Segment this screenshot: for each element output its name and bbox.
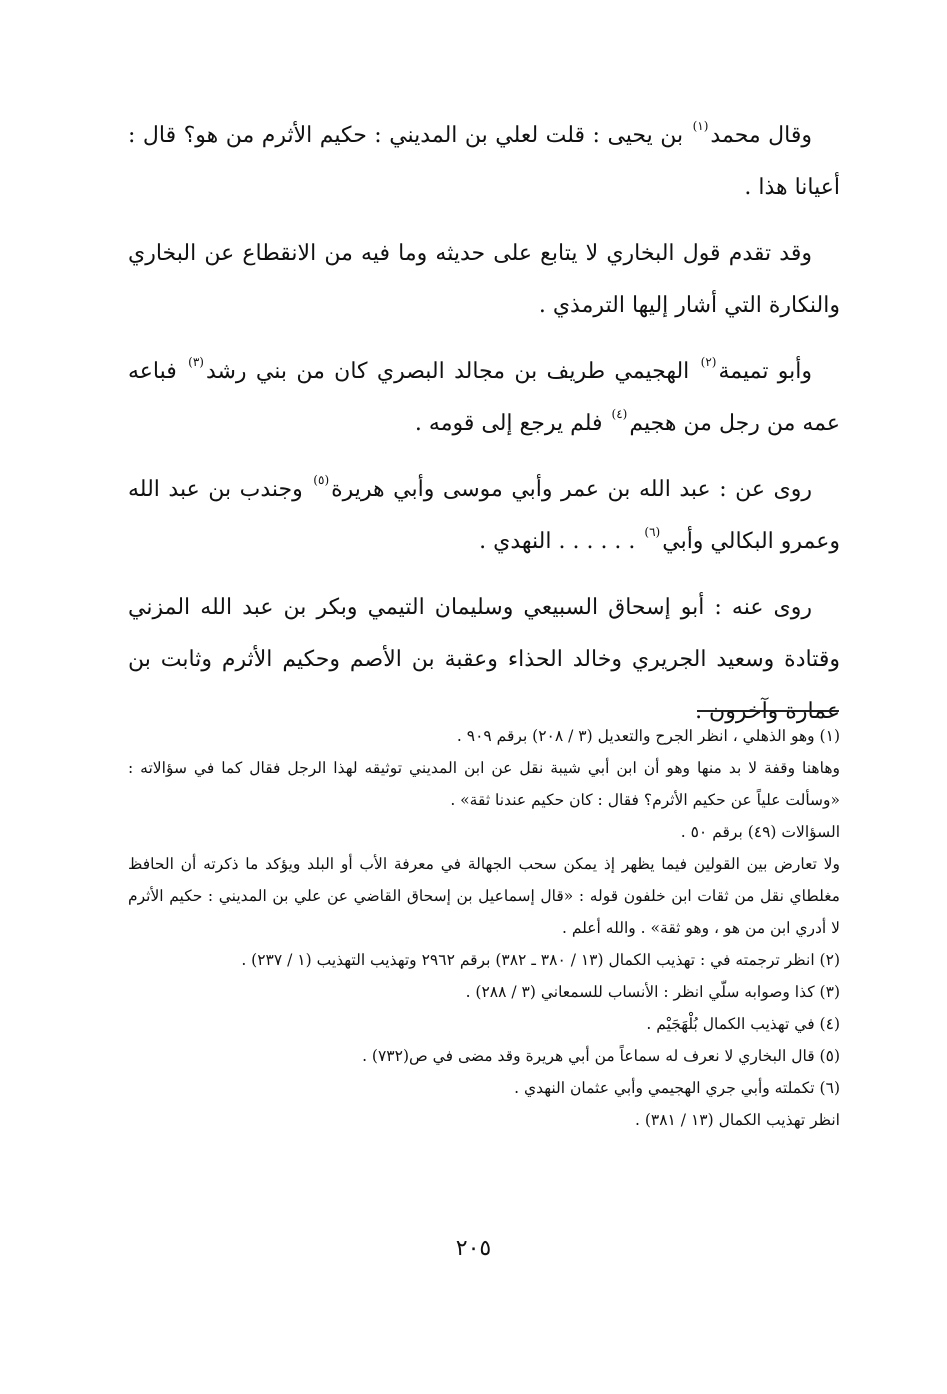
paragraph-3-text-b: الهجيمي طريف بن مجالد البصري كان من بني رشد [205, 359, 699, 384]
page-number: ٢٠٥ [455, 1236, 492, 1261]
footnote-ref-4: (٤) [611, 407, 628, 421]
footnote-ref-1: (١) [692, 119, 709, 133]
paragraph-1-text-b: بن يحيى : قلت لعلي بن المديني : حكيم الأثرم من هو؟ قال : أعيانا هذا . [128, 123, 840, 200]
footnote-1: (١) وهو الذهلي ، انظر الجرح والتعديل (٣ / ٢٠٨) برقم ٩٠٩ . [456, 727, 840, 745]
paragraph-4-text-c: . . . . . . النهدي . [479, 529, 643, 554]
paragraph-4 [128, 464, 840, 568]
paragraph-2: وقد تقدم قول البخاري لا يتابع على حديثه وما فيه من الانقطاع عن البخاري والنكارة التي أشار إليها الترمذي . [128, 241, 840, 318]
footnote-ref-6: (٦) [644, 525, 661, 539]
paragraph-4-text-b: وجندب بن عبد الله وعمرو البكالي وأبي [128, 477, 840, 554]
footnote-4: (٤) في تهذيب الكمال بُلْهَجَيْم . [646, 1015, 840, 1033]
paragraph-3-text-a: وأبو تميمة [718, 359, 813, 384]
footnote-ref-2: (٢) [700, 355, 717, 369]
footnote-6-reference: انظر تهذيب الكمال (١٣ / ٣٨١) . [634, 1111, 840, 1129]
footnote-1-discussion: ولا تعارض بين القولين فيما يظهر إذ يمكن سحب الجهالة في معرفة الأب أو البلد ويؤكد ما ذكرته أن الحافظ مغلطاي نقل من ثقات ابن خلفون قوله : «قال إسماعيل بن إسحاق القاضي عن علي بن المديني : حكيم الأثرم لا أدري ابن من هو ، وهو ثقة» . والله أعلم . [128, 855, 840, 937]
paragraph-4-text-a: روى عن : عبد الله بن عمر وأبي موسى وأبي هريرة [331, 477, 813, 502]
footnote-separator [697, 710, 839, 712]
footnote-ref-5: (٥) [313, 473, 330, 487]
paragraph-1-text-a: وقال محمد [710, 123, 812, 148]
footnote-5: (٥) قال البخاري لا نعرف له سماعاً من أبي هريرة وقد مضى في ص(٧٣٢) . [362, 1047, 840, 1065]
footnote-2: (٢) انظر ترجمته في : تهذيب الكمال (١٣ / ٣٨٠ ـ ٣٨٢) برقم ٢٩٦٢ وتهذيب التهذيب (١ / ٢٣٧) . [241, 951, 840, 969]
paragraph-3 [128, 346, 840, 450]
footnote-3: (٣) كذا وصوابه سلّي انظر : الأنساب للسمعاني (٣ / ٢٨٨) . [465, 983, 840, 1001]
paragraph-3-text-d: فلم يرجع إلى قومه . [414, 411, 610, 436]
footnote-1-continuation: وهاهنا وقفة لا بد منها وهو أن ابن أبي شيبة نقل عن ابن المديني توثيقه لهذا الرجل فقال كما في سؤالاته : «وسألت علياً عن حكيم الأثرم؟ فقال : كان حكيم عندنا ثقة» . [128, 759, 840, 809]
paragraph-3-text-c: فباعه عمه من رجل من هجيم [128, 359, 840, 436]
footnote-ref-3: (٣) [188, 355, 204, 369]
footnote-6: (٦) تكملته وأبي جري الهجيمي وأبي عثمان النهدي . [514, 1079, 840, 1097]
footnote-1-source: السؤالات (٤٩) برقم ٥٠ . [680, 823, 840, 841]
footnotes [128, 720, 840, 1136]
main-text [128, 110, 840, 752]
paragraph-5: روى عنه : أبو إسحاق السبيعي وسليمان التيمي وبكر بن عبد الله المزني وقتادة وسعيد الجريري وخالد الحذاء وعقبة بن الأصم وحكيم الأثرم وثابت بن عمارة وآخرون . [128, 595, 840, 724]
paragraph-1 [128, 110, 840, 214]
